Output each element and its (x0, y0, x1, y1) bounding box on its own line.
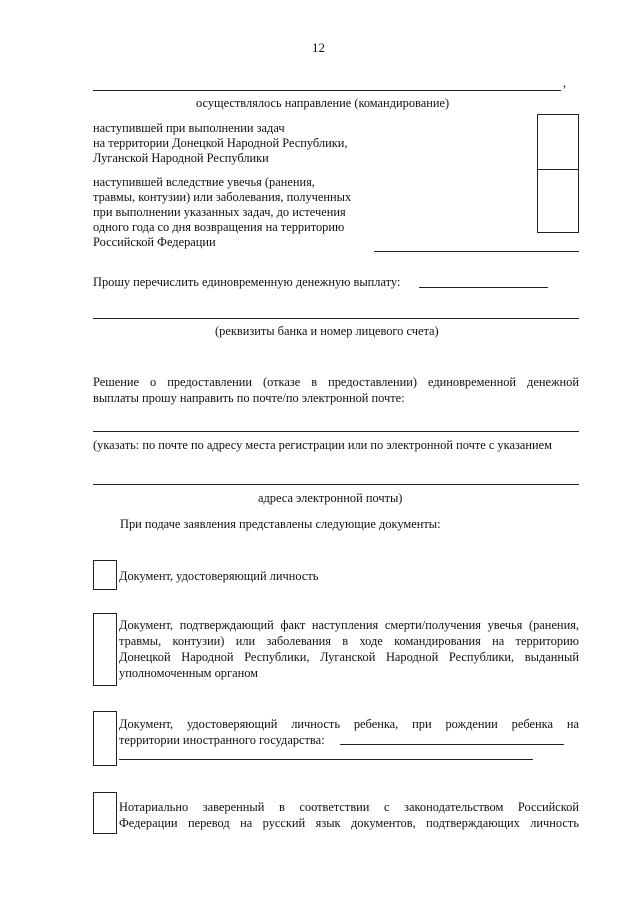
option-2-line-2: травмы, контузии) или заболевания, полученных (93, 190, 352, 204)
document-4-checkbox[interactable] (93, 792, 117, 834)
document-3-line-1: Документ, удостоверяющий личность ребенка, при рождении ребенка на (119, 717, 579, 731)
document-1-checkbox[interactable] (93, 560, 117, 590)
option-2-line-5: Российской Федерации (93, 235, 216, 249)
document-2-checkbox[interactable] (93, 613, 117, 686)
document-4-text (119, 799, 579, 831)
decision-paragraph (93, 374, 579, 406)
document-3-line-2: территории иностранного государства: (119, 733, 325, 747)
documents-intro: При подаче заявления представлены следующие документы: (120, 517, 441, 531)
caption-direction: осуществлялось направление (командирование) (196, 96, 450, 110)
page-number: 12 (312, 40, 325, 55)
option-1-checkbox[interactable] (537, 114, 579, 170)
document-2-line-3: Донецкой Народной Республики, Луганской Народной Республики, выданный (119, 650, 579, 664)
option-2-line-3: при выполнении указанных задач, до истечения (93, 205, 346, 219)
trailing-comma: , (563, 76, 567, 90)
field-line-option (374, 251, 579, 252)
document-2-line-4: уполномоченным органом (119, 666, 259, 680)
caption-delivery: (указать: по почте по адресу места регистрации или по электронной почте с указанием (93, 438, 552, 452)
decision-line-2: выплаты прошу направить по почте/по электронной почте: (93, 391, 405, 405)
document-2-line-2: травмы, контузии) или заболевания в ходе командирования на территорию (119, 634, 579, 648)
email-field-line[interactable] (93, 484, 579, 485)
option-1-line-2: на территории Донецкой Народной Республики, (93, 136, 348, 150)
document-3-field-line-1[interactable] (340, 744, 564, 745)
document-1-line-1: Документ, удостоверяющий личность (119, 569, 319, 583)
payment-field-line[interactable] (419, 287, 548, 288)
option-1-line-3: Луганской Народной Республики (93, 151, 269, 165)
option-2-line-4: одного года со дня возвращения на территорию (93, 220, 345, 234)
payment-request-label: Прошу перечислить единовременную денежную выплату: (93, 275, 401, 289)
bank-details-line[interactable] (93, 318, 579, 319)
document-4-line-1: Нотариально заверенный в соответствии с законодательством Российской (119, 800, 579, 814)
decision-line-1: Решение о предоставлении (отказе в предоставлении) единовременной денежной (93, 375, 579, 389)
option-2-checkbox[interactable] (537, 169, 579, 233)
document-3-field-line-2[interactable] (119, 759, 533, 760)
option-1-line-1: наступившей при выполнении задач (93, 121, 285, 135)
document-2-text (119, 617, 579, 681)
document-2-line-1: Документ, подтверждающий факт наступления смерти/получения увечья (ранения, (119, 618, 579, 632)
document-3-checkbox[interactable] (93, 711, 117, 766)
caption-bank: (реквизиты банка и номер лицевого счета) (215, 324, 439, 338)
document-4-line-2: Федерации перевод на русский язык документов, подтверждающих личность (119, 816, 579, 830)
field-line-top (93, 90, 561, 91)
caption-email: адреса электронной почты) (258, 491, 403, 505)
delivery-field-line[interactable] (93, 431, 579, 432)
option-2-line-1: наступившей вследствие увечья (ранения, (93, 175, 315, 189)
